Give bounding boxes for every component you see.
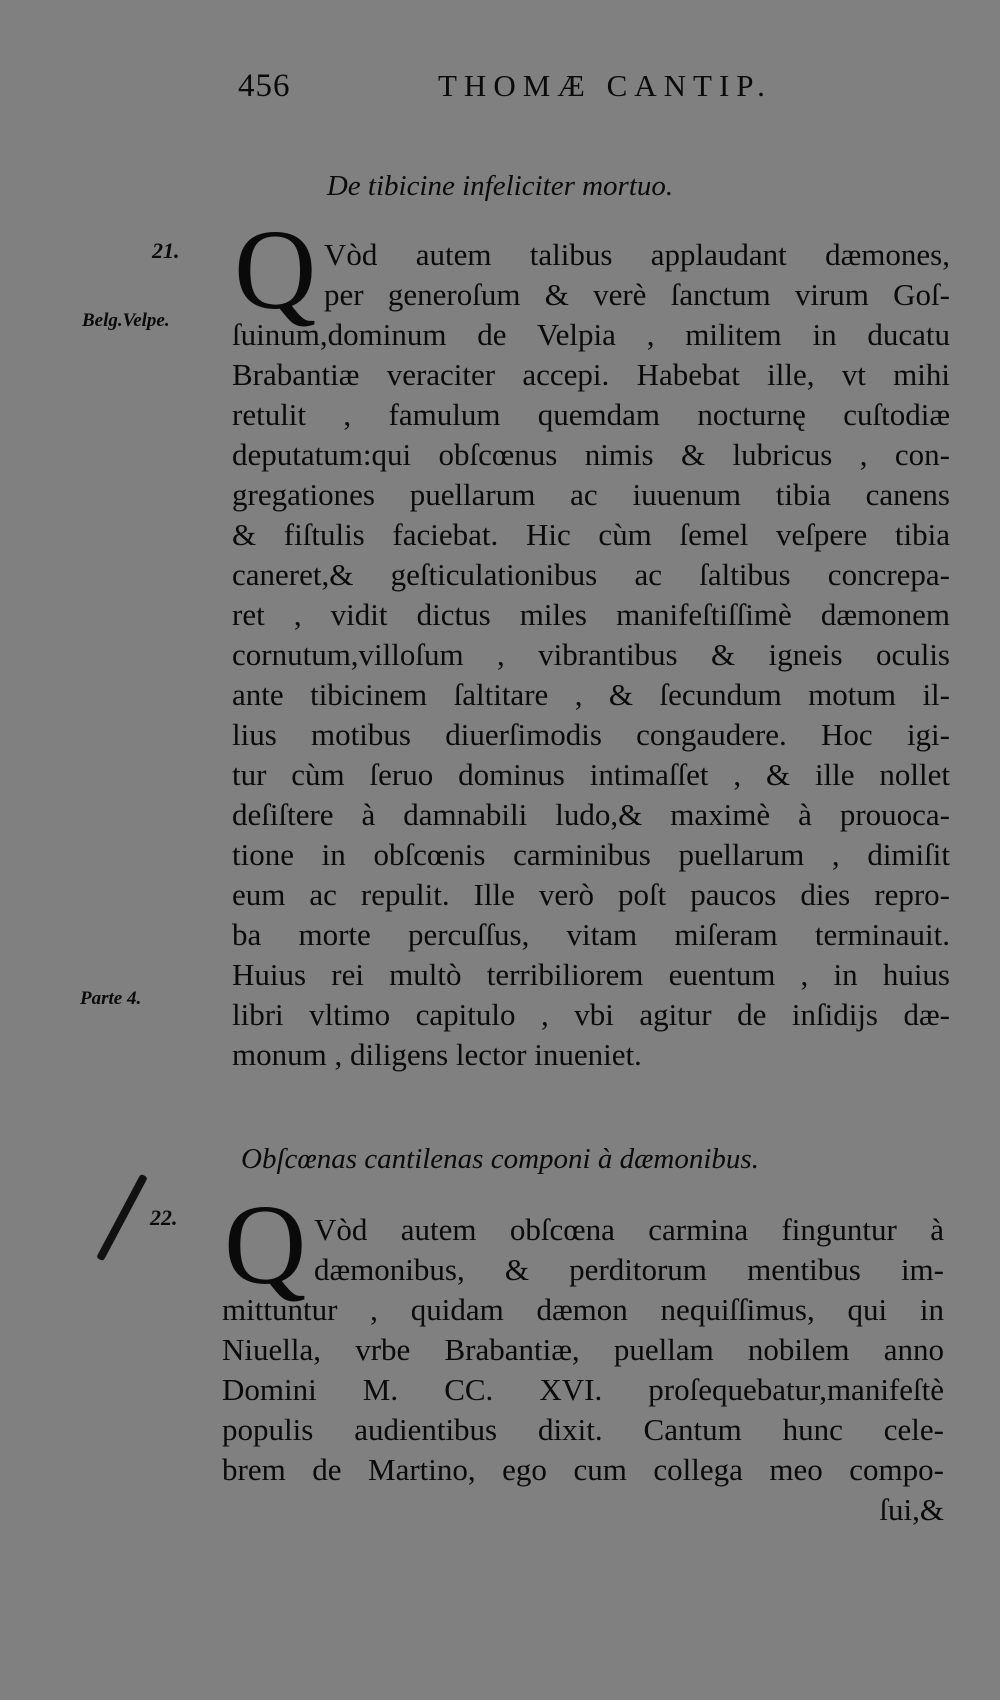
drop-cap-2: Q xyxy=(224,1181,307,1308)
text-line: cornutum,villoſum , vibrantibus & igneis oculis xyxy=(232,637,950,672)
text-line: deputatum:qui obſcœnus nimis & lubricus , con- xyxy=(232,437,950,472)
text-line: caneret,& geſticulationibus ac ſaltibus concrepa- xyxy=(232,557,950,592)
text-line: deſiſtere à damnabili ludo,& maximè à prouoca- xyxy=(232,797,950,832)
text-line: per generoſum & verè ſanctum virum Goſ- xyxy=(324,277,950,312)
margin-note-parte: Parte 4. xyxy=(80,988,142,1009)
text-line: Huius rei multò terribiliorem euentum , in huius xyxy=(232,957,950,992)
text-line: gregationes puellarum ac iuuenum tibia canens xyxy=(232,477,950,512)
text-line: Vòd autem talibus applaudant dæmones, xyxy=(324,237,950,272)
text-line: mittuntur , quidam dæmon nequiſſimus, qui in xyxy=(222,1292,944,1327)
drop-cap-1: Q xyxy=(234,206,317,333)
text-line: lius motibus diuerſimodis congaudere. Hoc igi- xyxy=(232,717,950,752)
text-line: retulit , famulum quemdam nocturnę cuſtodiæ xyxy=(232,397,950,432)
text-line: dæmonibus, & perditorum mentibus im- xyxy=(314,1252,944,1287)
text-line: ſuinum,dominum de Velpia , militem in ducatu xyxy=(232,317,950,352)
text-line: brem de Martino, ego cum collega meo compo- xyxy=(222,1452,944,1487)
section-number-1: 21. xyxy=(152,238,180,263)
text-line: ba morte percuſſus, vitam miſeram terminauit. xyxy=(232,917,950,952)
text-line: Niuella, vrbe Brabantiæ, puellam nobilem anno xyxy=(222,1332,944,1367)
text-line: populis audientibus dixit. Cantum hunc cele- xyxy=(222,1412,944,1447)
margin-note-belg-velpe: Belg.Velpe. xyxy=(82,310,170,331)
text-line: eum ac repulit. Ille verò poſt paucos dies repro- xyxy=(232,877,950,912)
paragraph-1 xyxy=(232,206,950,1075)
text-line: libri vltimo capitulo , vbi agitur de inſidijs dæ- xyxy=(232,997,950,1032)
text-line: Vòd autem obſcœna carmina finguntur à xyxy=(314,1212,944,1247)
text-line: ante tibicinem ſaltitare , & ſecundum motum il- xyxy=(232,677,950,712)
text-line: Brabantiæ veraciter accepi. Habebat ille, vt mihi xyxy=(232,357,950,392)
section-number-2: 22. xyxy=(150,1205,178,1230)
running-head xyxy=(0,68,1000,108)
text-line: ret , vidit dictus miles manifeſtiſſimè dæmonem xyxy=(232,597,950,632)
text-line: tur cùm ſeruo dominus intimaſſet , & ille nollet xyxy=(232,757,950,792)
text-line: monum , diligens lector inueniet. xyxy=(232,1037,642,1072)
text-line: ſui,& xyxy=(879,1492,944,1527)
paragraph-2 xyxy=(222,1181,944,1530)
text-line: Domini M. CC. XVI. proſequebatur,manifeſtè xyxy=(222,1372,944,1407)
text-line: & fiſtulis faciebat. Hic cùm ſemel veſpere tibia xyxy=(232,517,950,552)
text-line: tione in obſcœnis carminibus puellarum , dimiſit xyxy=(232,837,950,872)
section-heading-1: De tibicine infeliciter mortuo. xyxy=(326,170,674,202)
section-heading-2: Obſcœnas cantilenas componi à dæmonibus. xyxy=(241,1143,759,1175)
running-title: THOMÆ CANTIP. xyxy=(438,68,772,103)
page-number: 456 xyxy=(238,68,291,104)
ink-stroke-mark xyxy=(96,1174,148,1262)
